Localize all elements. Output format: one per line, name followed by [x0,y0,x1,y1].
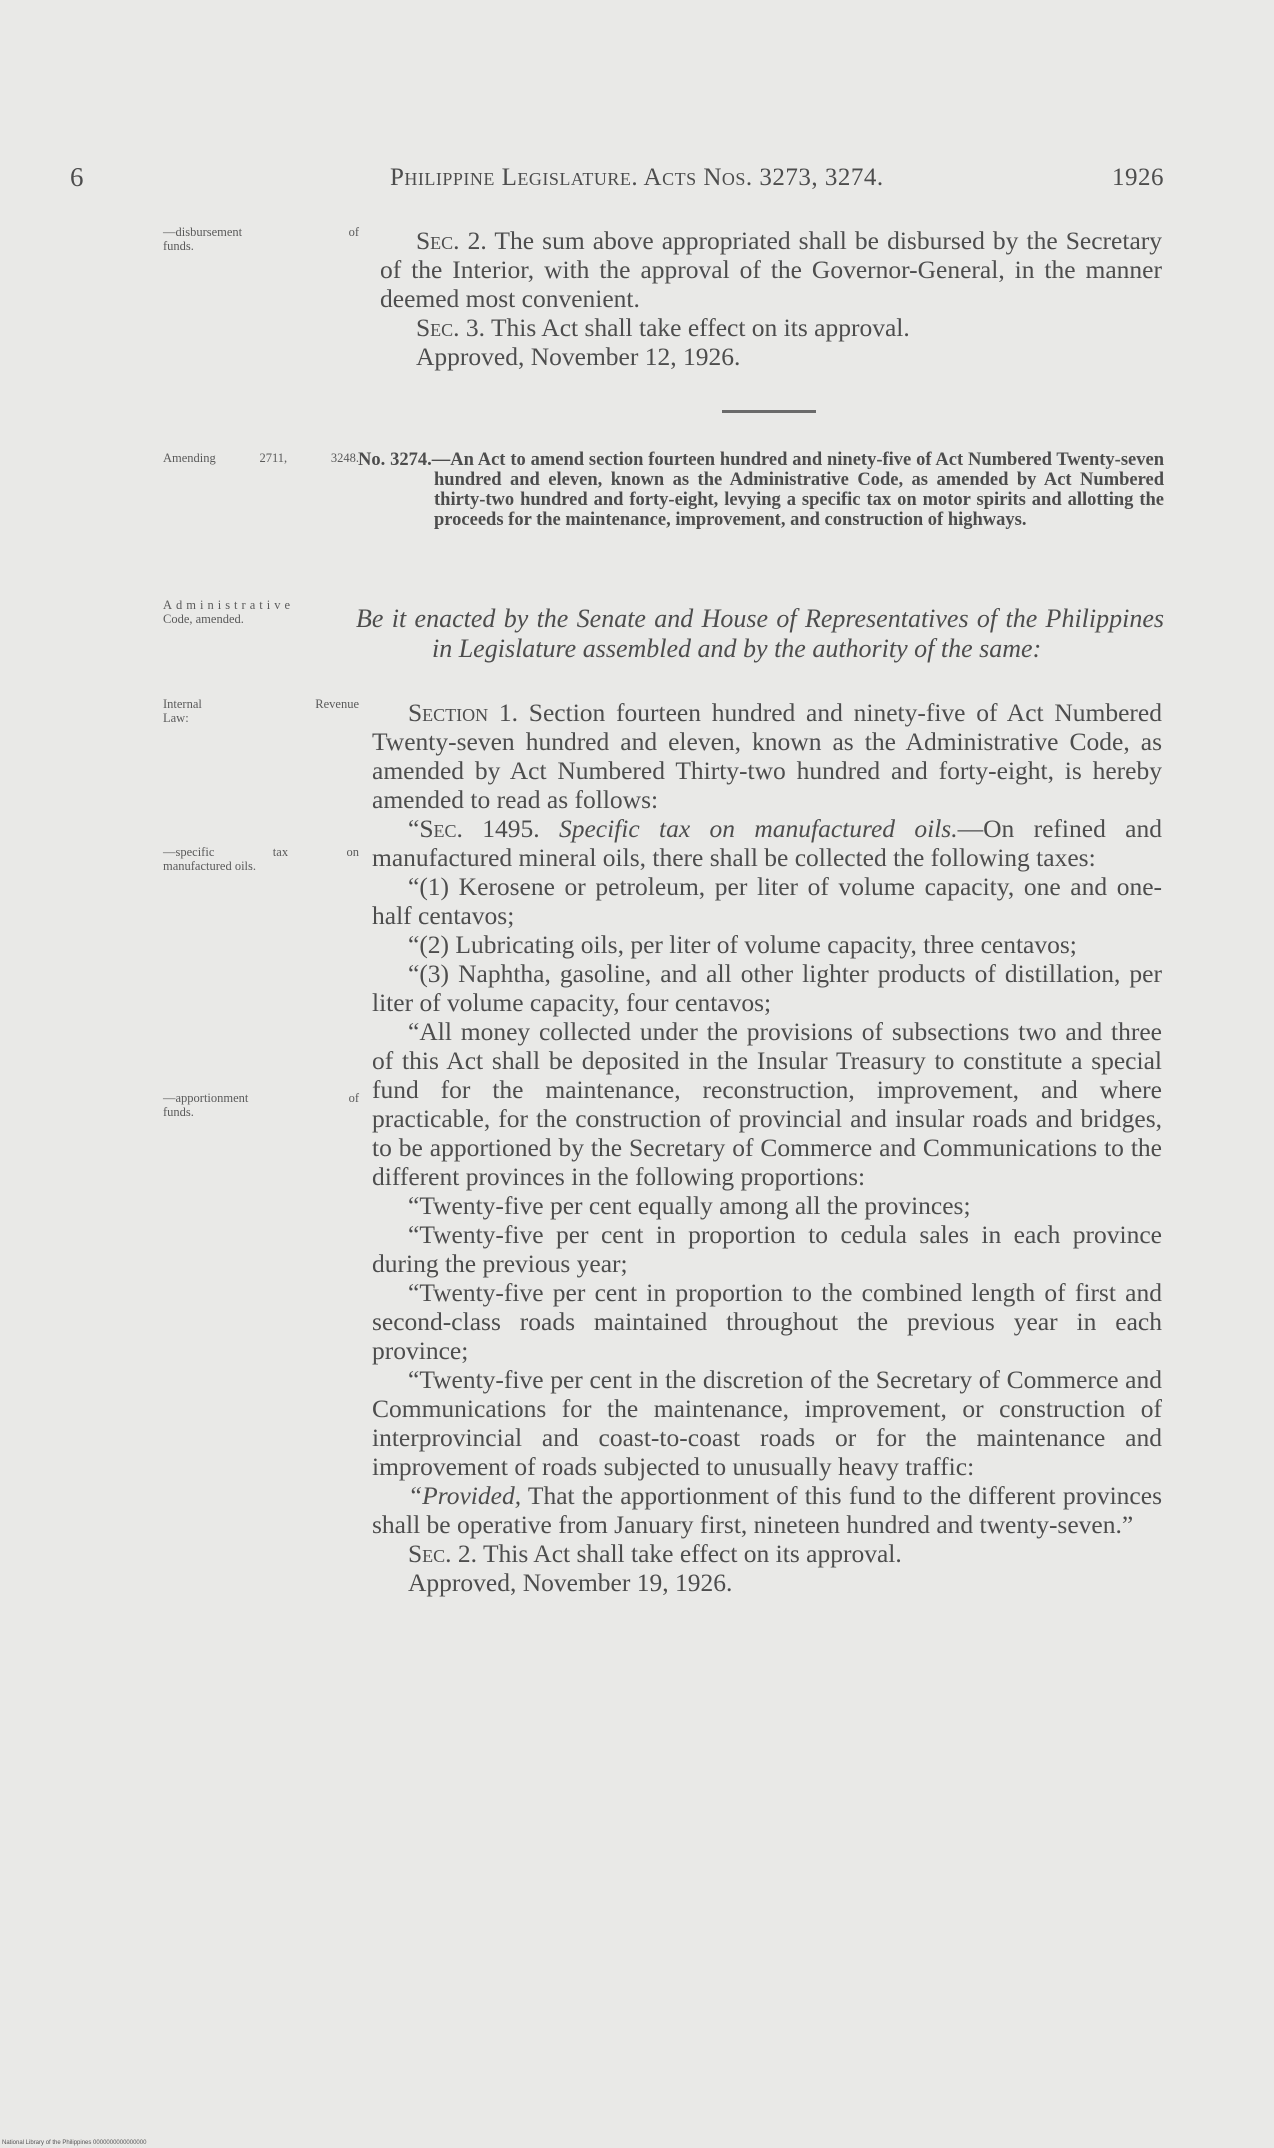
margin-note-disbursement: —disbursement of funds. [163,225,359,253]
proportion-3: “Twenty-five per cent in proportion to the combined length of first and second-class roads maintained throughout the previous year in each province; [372,1278,1162,1365]
section-1495: “Sec. 1495. Specific tax on manufactured oils.—On refined and manufactured mineral oils, there shall be collected the following taxes: [372,814,1162,872]
act-3274-title: No. 3274.—An Act to amend section fourteen hundred and ninety-five of Act Numbered Twenty-seven hundred and eleven, known as the Administrative Code, as amended by Act Numbered thirty-two hundred and forty-eight, levying a specific tax on motor spirits and allotting the proceeds for the maintenance, improvement, and construction of highways. [358,450,1164,530]
act-3273-section-3: Sec. 3. This Act shall take effect on its approval. [416,313,910,342]
proportion-2: “Twenty-five per cent in proportion to cedula sales in each province during the previous year; [372,1220,1162,1278]
tax-item-3: “(3) Naphtha, gasoline, and all other lighter products of distillation, per liter of volume capacity, four centavos; [372,959,1162,1017]
section-divider [722,410,816,413]
act-3274-approved: Approved, November 19, 1926. [408,1568,733,1597]
enacting-clause: Be it enacted by the Senate and House of Representatives of the Philippines in Legislature assembled and by the authority of the same: [356,604,1164,663]
margin-note-admin-code: Administrative Code, amended. [163,598,294,626]
proviso: “Provided, That the apportionment of this fund to the different provinces shall be operative from January first, nineteen hundred and twenty-seven.” [372,1481,1162,1539]
act-3273-section-2: Sec. 2. The sum above appropriated shall be disbursed by the Secretary of the Interior, with the approval of the Governor-General, in the manner deemed most convenient. [380,226,1163,313]
act-3273-approved: Approved, November 12, 1926. [416,342,741,371]
act-3274-section-2: Sec. 2. This Act shall take effect on its approval. [408,1539,902,1568]
margin-note-specific-tax: —specific tax on manufactured oils. [163,845,359,873]
proportion-1: “Twenty-five per cent equally among all the provinces; [408,1191,971,1220]
header-year: 1926 [1112,164,1164,191]
header-title: Philippine Legislature. Acts Nos. 3273, 3274. [390,164,884,191]
proportion-4: “Twenty-five per cent in the discretion of the Secretary of Commerce and Communications for the maintenance, improvement, or construction of interprovincial and coast-to-coast roads or for the maintenance and improvement of roads subjected to unusually heavy traffic: [372,1365,1162,1481]
margin-note-amending: Amending 2711, 3248. [163,451,359,465]
section-1: Section 1. Section fourteen hundred and ninety-five of Act Numbered Twenty-seven hundred and eleven, known as the Administrative Code, as amended by Act Numbered Thirty-two hundred and forty-eight, is hereby amended to read as follows: [372,698,1162,814]
margin-note-apportionment: —apportionment of funds. [163,1091,359,1119]
margin-note-internal-revenue: Internal Revenue Law: [163,697,359,725]
scan-footer: National Library of the Philippines 0000000000000000 [2,2140,147,2146]
act-3274-body [372,698,1162,1597]
tax-item-1: “(1) Kerosene or petroleum, per liter of volume capacity, one and one-half centavos; [372,872,1162,930]
page-number: 6 [70,162,84,192]
apportionment-paragraph: “All money collected under the provisions of subsections two and three of this Act shall be deposited in the Insular Treasury to constitute a special fund for the maintenance, reconstruction, improvement, and where practicable, for the construction of provincial and insular roads and bridges, to be apportioned by the Secretary of Commerce and Communications to the different provinces in the following proportions: [372,1017,1162,1191]
act-3273-ending [380,226,1162,371]
tax-item-2: “(2) Lubricating oils, per liter of volume capacity, three centavos; [408,930,1077,959]
